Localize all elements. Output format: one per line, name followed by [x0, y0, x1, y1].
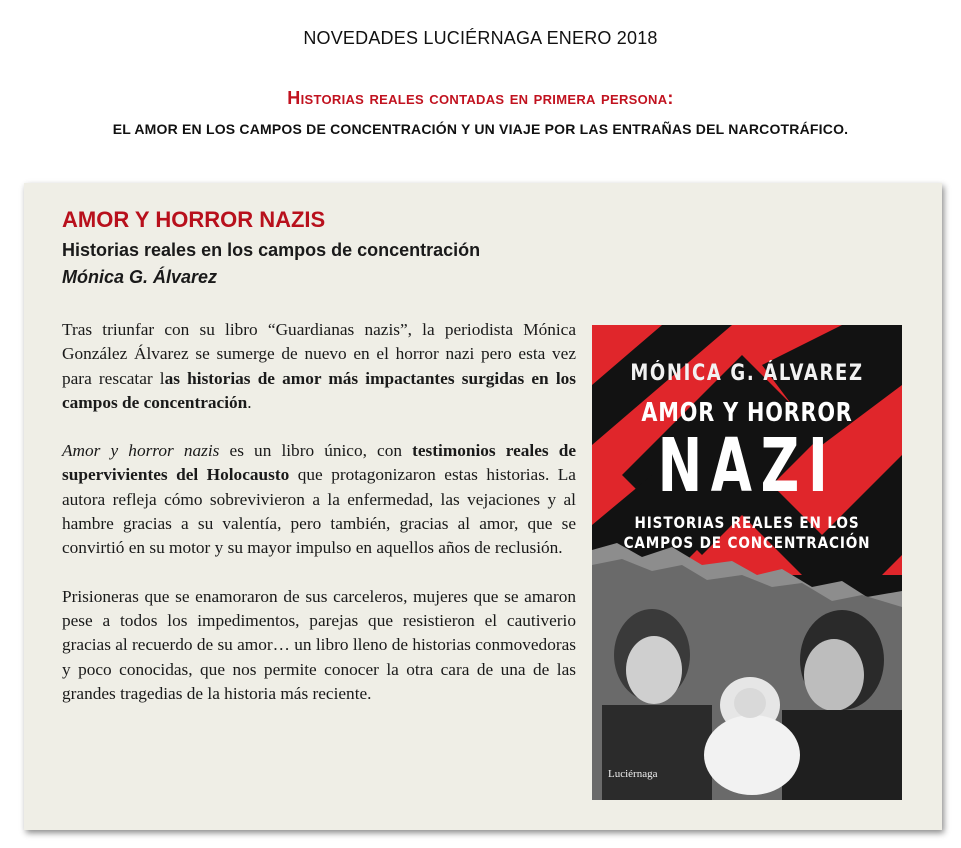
p2-text-end: que protagonizaron estas historias. La autora refleja cómo sobrevivieron a la enfermedad, las vejaciones y al hambre gracias a su valentía, pero también, gracias al amor, que se convirtió en su motor y su mayor impulso en aquellos años de reclusión.	[62, 465, 576, 558]
p2-bold: testimonios reales de supervivientes del Holocausto	[62, 441, 577, 485]
cover-title-small: AMOR Y HORROR	[641, 398, 853, 428]
cover-subtitle-line-2: CAMPOS DE CONCENTRACIÓN	[623, 533, 871, 552]
book-author: Mónica G. Álvarez	[62, 267, 218, 287]
book-card	[24, 183, 942, 830]
description-paragraph-3: Prisioneras que se enamoraron de sus carceleros, mujeres que se amaron pese a todos los impedimentos, parejas que resistieron el cautiverio gracias al recuerdo de su amor… un libro lleno de historias conmovedoras y poco conocidas, que nos permite conocer la otra cara de una de las grandes tragedias de la historia más reciente.	[62, 586, 576, 703]
p2-italic-title: Amor y horror nazis	[62, 441, 220, 461]
description-paragraph-1	[62, 318, 576, 415]
section-subheadline: EL AMOR EN LOS CAMPOS DE CONCENTRACIÓN Y UN VIAJE POR LAS ENTRAÑAS DEL NARCOTRÁFICO.	[112, 121, 849, 137]
p1-end: .	[247, 392, 252, 412]
book-cover-image	[592, 325, 902, 800]
cover-subtitle-line-1: HISTORIAS REALES EN LOS	[634, 513, 860, 532]
cover-author: MÓNICA G. ÁLVAREZ	[630, 361, 864, 386]
section-headline: Historias reales contadas en primera persona:	[287, 88, 674, 108]
description-paragraph-2	[62, 439, 576, 560]
page-title: NOVEDADES LUCIÉRNAGA ENERO 2018	[303, 28, 658, 48]
book-subtitle: Historias reales en los campos de concentración	[62, 240, 481, 260]
cover-subtitle	[615, 513, 879, 553]
p1-bold: as historias de amor más impactantes surgidas en los campos de concentración	[62, 368, 576, 412]
book-description	[62, 318, 576, 730]
cover-artwork	[592, 325, 902, 800]
p1-text: Tras triunfar con su libro “Guardianas nazis”, la periodista Mónica González Álvarez se sumerge de nuevo en el horror nazi pero esta vez para rescatar l	[62, 320, 576, 388]
cover-publisher: Luciérnaga	[608, 768, 658, 780]
cover-title-big: NAZI	[657, 423, 837, 509]
p2-text: es un libro único, con	[219, 441, 413, 461]
book-title: AMOR Y HORROR NAZIS	[62, 207, 326, 232]
